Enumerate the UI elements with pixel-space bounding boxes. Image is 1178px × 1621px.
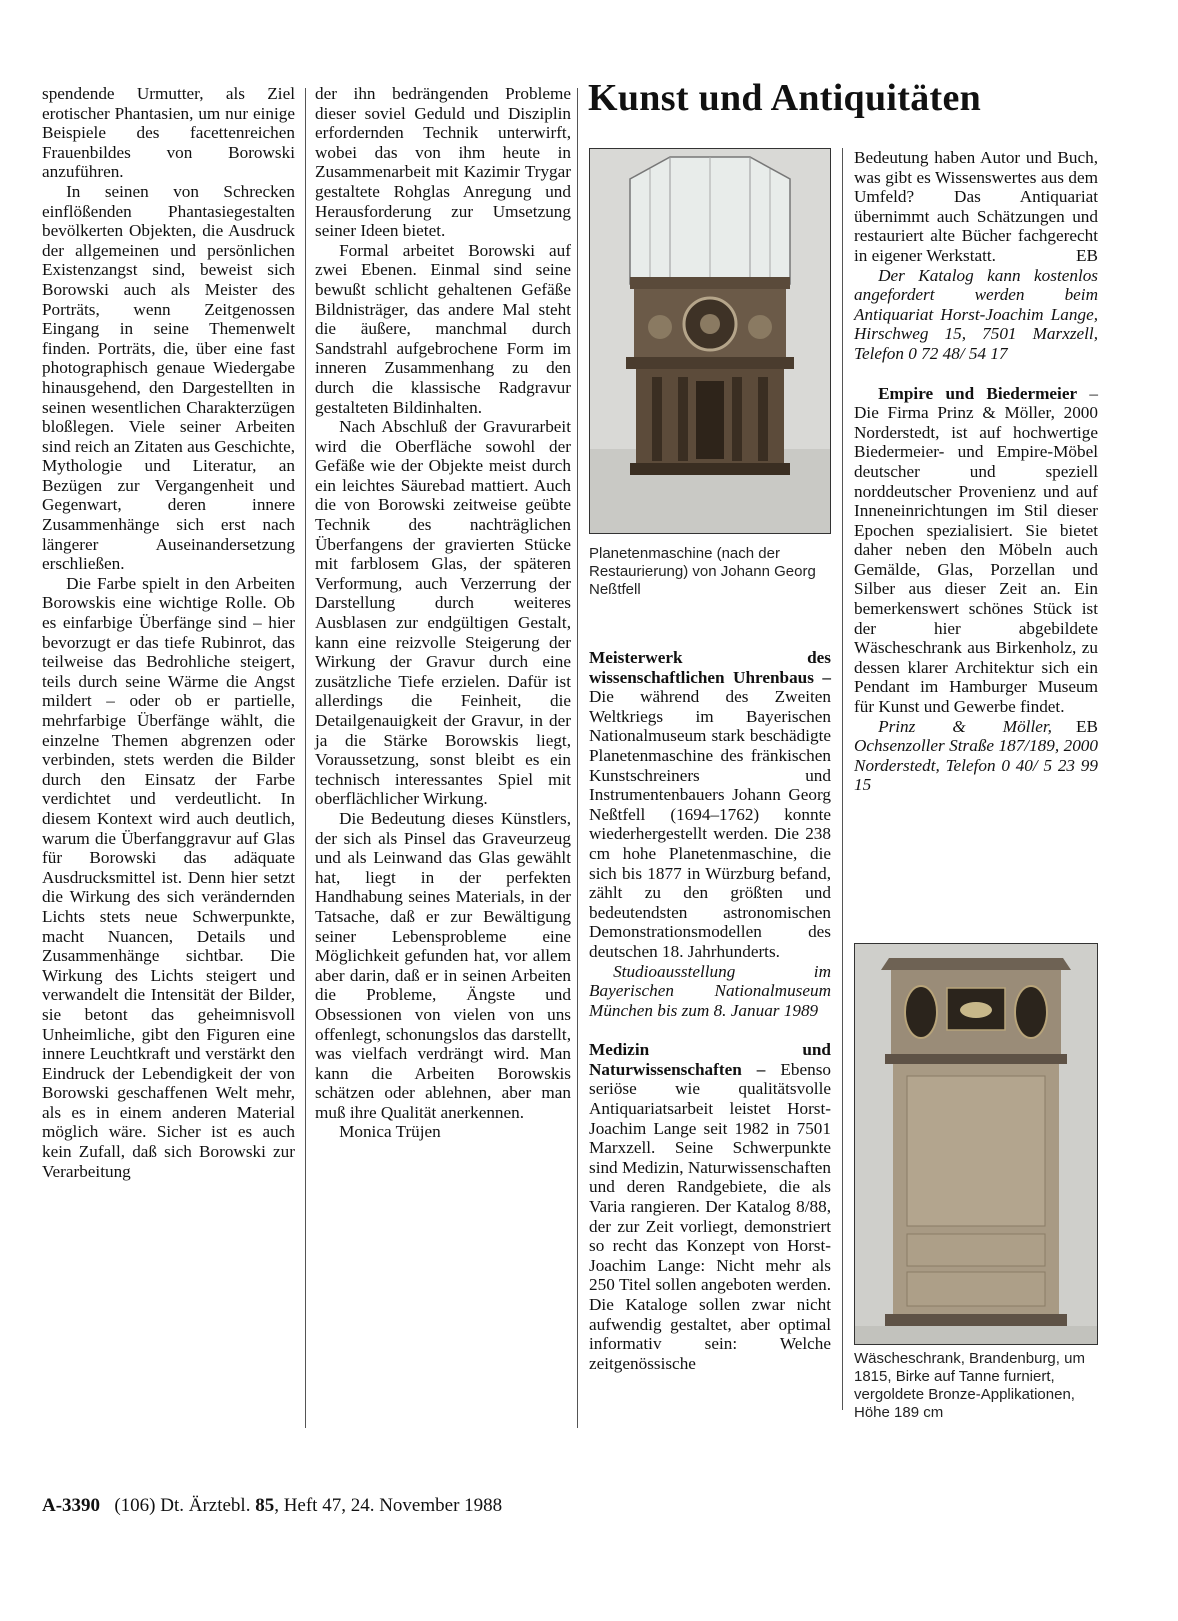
column-rule xyxy=(842,148,843,1410)
exhibition-note: Studioausstellung im Bayerischen Nationalmuseum München bis zum 8. Januar 1989 xyxy=(589,961,831,1020)
paragraph: Formal arbeitet Borowski auf zwei Ebenen. Einmal sind seine bewußt schlicht gehaltenen Gefäße Bildnisträger, das andere Mal steht die äußere, manchmal durch Sandstrahl aufgebrochene Form im inneren Zusammenhang zu den durch die klassische Radgravur gestalteten Bildinhalten. xyxy=(315,240,571,417)
paragraph: der ihn bedrängenden Probleme dieser soviel Geduld und Disziplin erfordernden Technik unterwirft, wobei das von ihm heute in Zusammenarbeit mit Kazimir Trygar gestaltete Rohglas Anregung und Herausforderung zur Umsetzung seiner Ideen bietet. xyxy=(315,84,571,241)
paragraph: Die Farbe spielt in den Arbeiten Borowskis eine wichtige Rolle. Ob es einfarbige Überfänge sind – hier bevorzugt er das tiefe Rubinrot, das teilweise das Bedrohliche steigert, teils durch seine Wärme die Angst mildert – oder ob er partielle, mehrfarbige Überfänge wählt, die einzelne Themen abgrenzen oder verbinden, stets werden die Bilder durch den Einsatz der Farbe verdichtet und verdeutlicht. In diesem Kontext wird auch deutlich, warum die Überfanggravur auf Glas für Borowski das adäquate Ausdrucksmittel ist. Denn hier setzt die Wirkung des sich verändernden Lichts stets neue Schwerpunkte, macht Nuancen, Details und Zusammenhänge sichtbar. Die Wirkung des Lichts steigert und verwandelt die Intensität der Bilder, sie betont das geheimnisvoll Unheimliche, gibt den Figuren eine innere Leuchtkraft und verstärkt den Eindruck der Lebendigkeit der von Borowski geschaffenen Welt mehr, als es in einem anderen Material möglich wäre. Sicher ist es auch kein Zufall, daß sich Borowski zur Verarbeitung xyxy=(42,573,295,1181)
column-rule xyxy=(577,88,578,1428)
author-initials: EB xyxy=(1076,245,1098,265)
paragraph: Nach Abschluß der Gravurarbeit wird die Oberfläche sowohl der Gefäße wie der Objekte meist durch ein leichtes Säurebad mattiert. Auch die von Borowski zeitweise geübte Technik des nachträglichen Überfangens der gravierten Stücke mit farblosem Glas, der späteren Verformung, auch Verzerrung der Darstellung durch weiteres Ausblasen zur endgültigen Gestalt, kann eine reizvolle Steigerung der Wirkung der Gravur durch eine zusätzliche Tiefe erzielen. Dafür ist allerdings die Feinheit, die Detailgenauigkeit der Gravur, in der ja die Stärke Borowskis liegt, Voraussetzung, sonst bleibt es ein technisch interessantes Spiel mit oberflächlicher Wirkung. xyxy=(315,417,571,809)
section-headline: Kunst und Antiquitäten xyxy=(588,77,982,119)
article-column-4 xyxy=(854,148,1098,795)
section-body: Bedeutung haben Autor und Buch, was gibt es Wissenswertes aus dem Umfeld? Das Antiquariat übernimmt auch Schätzungen und restauriert alte Bücher fachgerecht in eigener Werkstatt. xyxy=(854,148,1098,265)
paragraph: Die Bedeutung dieses Künstlers, der sich als Pinsel das Graveurzeug und als Leinwand das Glas gewählt hat, liegt in der perfekten Handhabung seines Materials, in der Tatsache, daß er zur Bewältigung seiner Lebensprobleme eine Möglichkeit gefunden hat, vor allem aber darin, daß er in seinen Arbeiten die Probleme, Ängste und Obsessionen von vielen von uns offenlegt, schonungslos das darstellt, was vielfach verdrängt wird. Man kann die Arbeiten Borowskis schätzen oder ablehnen, aber man muß ihre Qualität anerkennen. xyxy=(315,808,571,1122)
paragraph xyxy=(589,1040,831,1373)
section-lead: Medizin und Naturwissenschaften – xyxy=(589,1040,831,1079)
article-column-3 xyxy=(589,648,831,1373)
publication: (106) Dt. Ärztebl. xyxy=(114,1495,251,1516)
paragraph xyxy=(854,383,1098,736)
volume: 85 xyxy=(255,1495,275,1516)
paragraph: spendende Urmutter, als Ziel erotischer Phantasien, um nur einige Beispiele des facettenreichen Frauenbildes von Borowski anzuführen. xyxy=(42,84,295,182)
photo-caption: Planetenmaschine (nach der Restaurierung) von Johann Georg Neßtfell xyxy=(589,545,816,598)
page-number: A-3390 xyxy=(42,1495,101,1516)
contact-note: Der Katalog kann kostenlos angefordert werden beim Antiquariat Horst-Joachim Lange, Hirschweg 15, 7501 Marxzell, Telefon 0 72 48/ 54 17 xyxy=(854,265,1098,363)
author-initials: EB xyxy=(1076,716,1098,736)
section-body: Die während des Zweiten Weltkriegs im Bayerischen Nationalmuseum stark beschädigte Planetenmaschine des fränkischen Kunstschreiners und Instrumentenbauers Johann Georg Neßtfell (1694–1762) konnte wiederhergestellt werden. Die 238 cm hohe Planetenmaschine, die sich bis 1877 in Würzburg befand, zählt zu den größten und bedeutendsten astronomischen Demonstrationsmodellen des deutschen 18. Jahrhunderts. xyxy=(589,687,831,961)
paragraph xyxy=(589,648,831,962)
paragraph xyxy=(854,148,1098,266)
section-body: – Die Firma Prinz & Möller, 2000 Norderstedt, ist auf hochwertige Biedermeier- und Empire-Möbel deutscher und speziell norddeutscher Provenienz und auf Inneneinrichtungen im Stil dieser Epochen spezialisiert. Sie bietet daher neben den Möbeln auch Gemälde, Glas, Porzellan und Silber aus dieser Zeit an. Ein bemerkenswert schönes Stück ist der hier abgebildete Wäscheschrank aus Birkenholz, zu dessen klarer Architektur sich ein Pendant im Hamburger Museum für Kunst und Gewerbe findet. xyxy=(854,383,1098,717)
column-rule xyxy=(305,88,306,1428)
paragraph: In seinen von Schrecken einflößenden Phantasiegestalten bevölkerten Objekten, die Ausdruck der allgemeinen und persönlichen Existenzangst sind, beweist sich Borowski auch als Meister des Porträts, wenn Zeitgenossen Eingang in seine Themenwelt finden. Porträts, die, über eine fast photographisch genaue Wiedergabe hinausgehend, den Dargestellten in seinen wesentlichen Charakterzügen bloßlegen. Viele seiner Arbeiten sind reich an Zitaten aus Geschichte, Mythologie und Literatur, an Bezügen zur Vergangenheit und Gegenwart, deren innere Zusammenhänge sich erst nach längerer Auseinandersetzung erschließen. xyxy=(42,181,295,574)
article-column-1 xyxy=(42,84,295,1181)
issue: , Heft 47, 24. November 1988 xyxy=(274,1495,503,1516)
page-footer xyxy=(42,1495,502,1517)
planetenmaschine-photo xyxy=(589,148,831,534)
article-column-2 xyxy=(315,84,571,1142)
author-signature: Monica Trüjen xyxy=(339,1122,441,1142)
waescheschrank-photo xyxy=(854,943,1098,1345)
section-lead: Meisterwerk des wissenschaftlichen Uhrenbaus – xyxy=(589,648,831,687)
section-body: Ebenso seriöse wie qualitätsvolle Antiquariatsarbeit leistet Horst-Joachim Lange seit 1982 in 7501 Marxzell. Seine Schwerpunkte sind Medizin, Naturwissenschaften und deren Randgebiete, die als Varia rangieren. Der Katalog 8/88, der zur Zeit vorliegt, demonstriert so recht das Konzept von Horst-Joachim Lange: Nicht mehr als 250 Titel sollen angeboten werden. Die Kataloge sollen zwar nicht aufwendig gestaltet, aber optimal informativ sein: Welche zeitgenössische xyxy=(589,1059,832,1373)
contact-note: Prinz & Möller, Ochsenzoller Straße 187/189, 2000 Norderstedt, Telefon 0 40/ 5 23 99 15 xyxy=(854,716,1098,795)
section-lead: Empire und Biedermeier xyxy=(878,383,1078,403)
photo-caption: Wäscheschrank, Brandenburg, um 1815, Birke auf Tanne furniert, vergoldete Bronze-Applikationen, Höhe 189 cm xyxy=(854,1350,1085,1421)
